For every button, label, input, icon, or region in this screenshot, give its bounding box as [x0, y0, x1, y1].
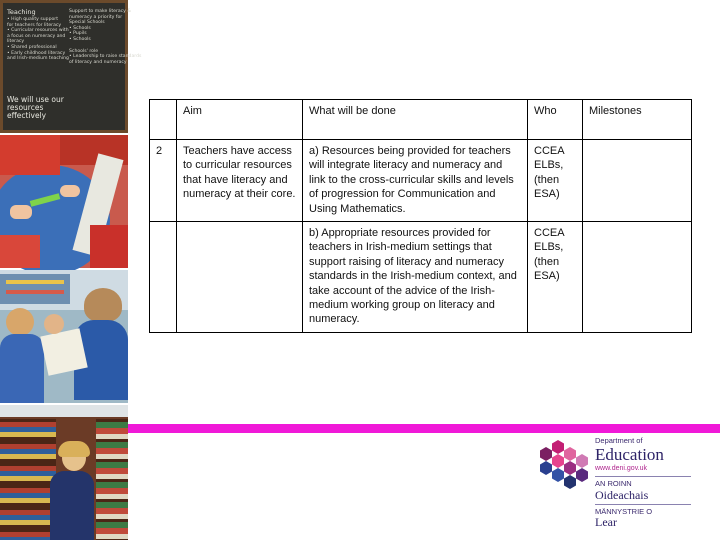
logo-name: Education: [595, 445, 664, 464]
chalk-line: literacy: [7, 39, 25, 45]
row-action: a) Resources being provided for teachers will integrate literacy and numeracy and link to the cross-curricular skills and levels of progression for Communication and Using Mathematics.: [303, 140, 528, 222]
row-aim: [177, 222, 303, 333]
row-who: CCEA ELBs, (then ESA): [528, 140, 583, 222]
logo-irish-name: Oideachais: [595, 488, 649, 502]
chalkboard-list-1: [7, 17, 69, 62]
chalk-line: • Schools: [69, 25, 91, 31]
table-row: [150, 222, 692, 333]
logo-website: www.deni.gov.uk: [595, 465, 648, 472]
chalk-line: • Leadership to raise standards: [69, 54, 142, 60]
header-who: Who: [528, 100, 583, 140]
chalk-line: • High quality support: [7, 17, 59, 22]
chalk-line: and Irish-medium teaching: [7, 56, 69, 62]
photo-strip: [0, 0, 142, 540]
chalk-line: • Shared professional: [7, 44, 57, 50]
action-plan-table: [149, 99, 692, 333]
department-logo-text: [595, 436, 691, 529]
row-aim: Teachers have access to curricular resources that have literacy and numeracy at their core.: [177, 140, 303, 222]
classroom-table-photo: [0, 135, 128, 268]
chalkboard-heading-1: Teaching: [7, 8, 36, 16]
children-reading-photo: [0, 270, 128, 403]
table-header-row: [150, 100, 692, 140]
row-number: 2: [150, 140, 177, 222]
chalk-line: • Early childhood literacy: [7, 50, 66, 56]
chalk-line: • Curricular resources with: [7, 28, 69, 34]
header-aim: Aim: [177, 100, 303, 140]
chalk-line: Support to make literacy &: [69, 9, 131, 14]
chalk-line: • Pupils: [69, 31, 87, 37]
logo-divider: [595, 476, 691, 477]
header-what-will-be-done: What will be done: [303, 100, 528, 140]
chalkboard: [3, 3, 142, 130]
chalkboard-list-2: [69, 9, 141, 65]
logo-ulster-name: Lear: [595, 515, 617, 529]
chalk-line: for teachers for literacy: [7, 22, 62, 28]
chalk-line: a focus on numeracy and: [7, 33, 66, 39]
row-milestones: [583, 222, 692, 333]
accent-bar: [128, 424, 720, 433]
chalkboard-photo: [0, 0, 142, 133]
row-action: b) Appropriate resources provided for teachers in Irish-medium settings that support raising of literacy and numeracy standards in the Irish-medium context, and take account of the advice of the Irish-medium working group on literacy and numeracy.: [303, 222, 528, 333]
chalk-line: of literacy and numeracy: [69, 59, 127, 65]
logo-ulster-prefix: MÄNNYSTRIE O: [595, 507, 653, 516]
chalk-line: Schools' role: [69, 48, 99, 54]
row-who: CCEA ELBs, (then ESA): [528, 222, 583, 333]
chalk-line: • Schools: [69, 36, 91, 42]
logo-irish-prefix: AN ROINN: [595, 479, 632, 488]
chalk-line: numeracy a priority for: [69, 14, 123, 20]
table-row: [150, 140, 692, 222]
logo-dept-line: Department of: [595, 436, 643, 445]
logo-divider: [595, 504, 691, 505]
row-milestones: [583, 140, 692, 222]
library-photo: [0, 405, 128, 540]
chalk-line: Special Schools: [69, 20, 105, 26]
header-milestones: Milestones: [583, 100, 692, 140]
hexagon-logo-icon: [538, 438, 590, 494]
chalkboard-bottom-text: We will use our resources effectively: [7, 95, 64, 120]
header-number: [150, 100, 177, 140]
row-number: [150, 222, 177, 333]
